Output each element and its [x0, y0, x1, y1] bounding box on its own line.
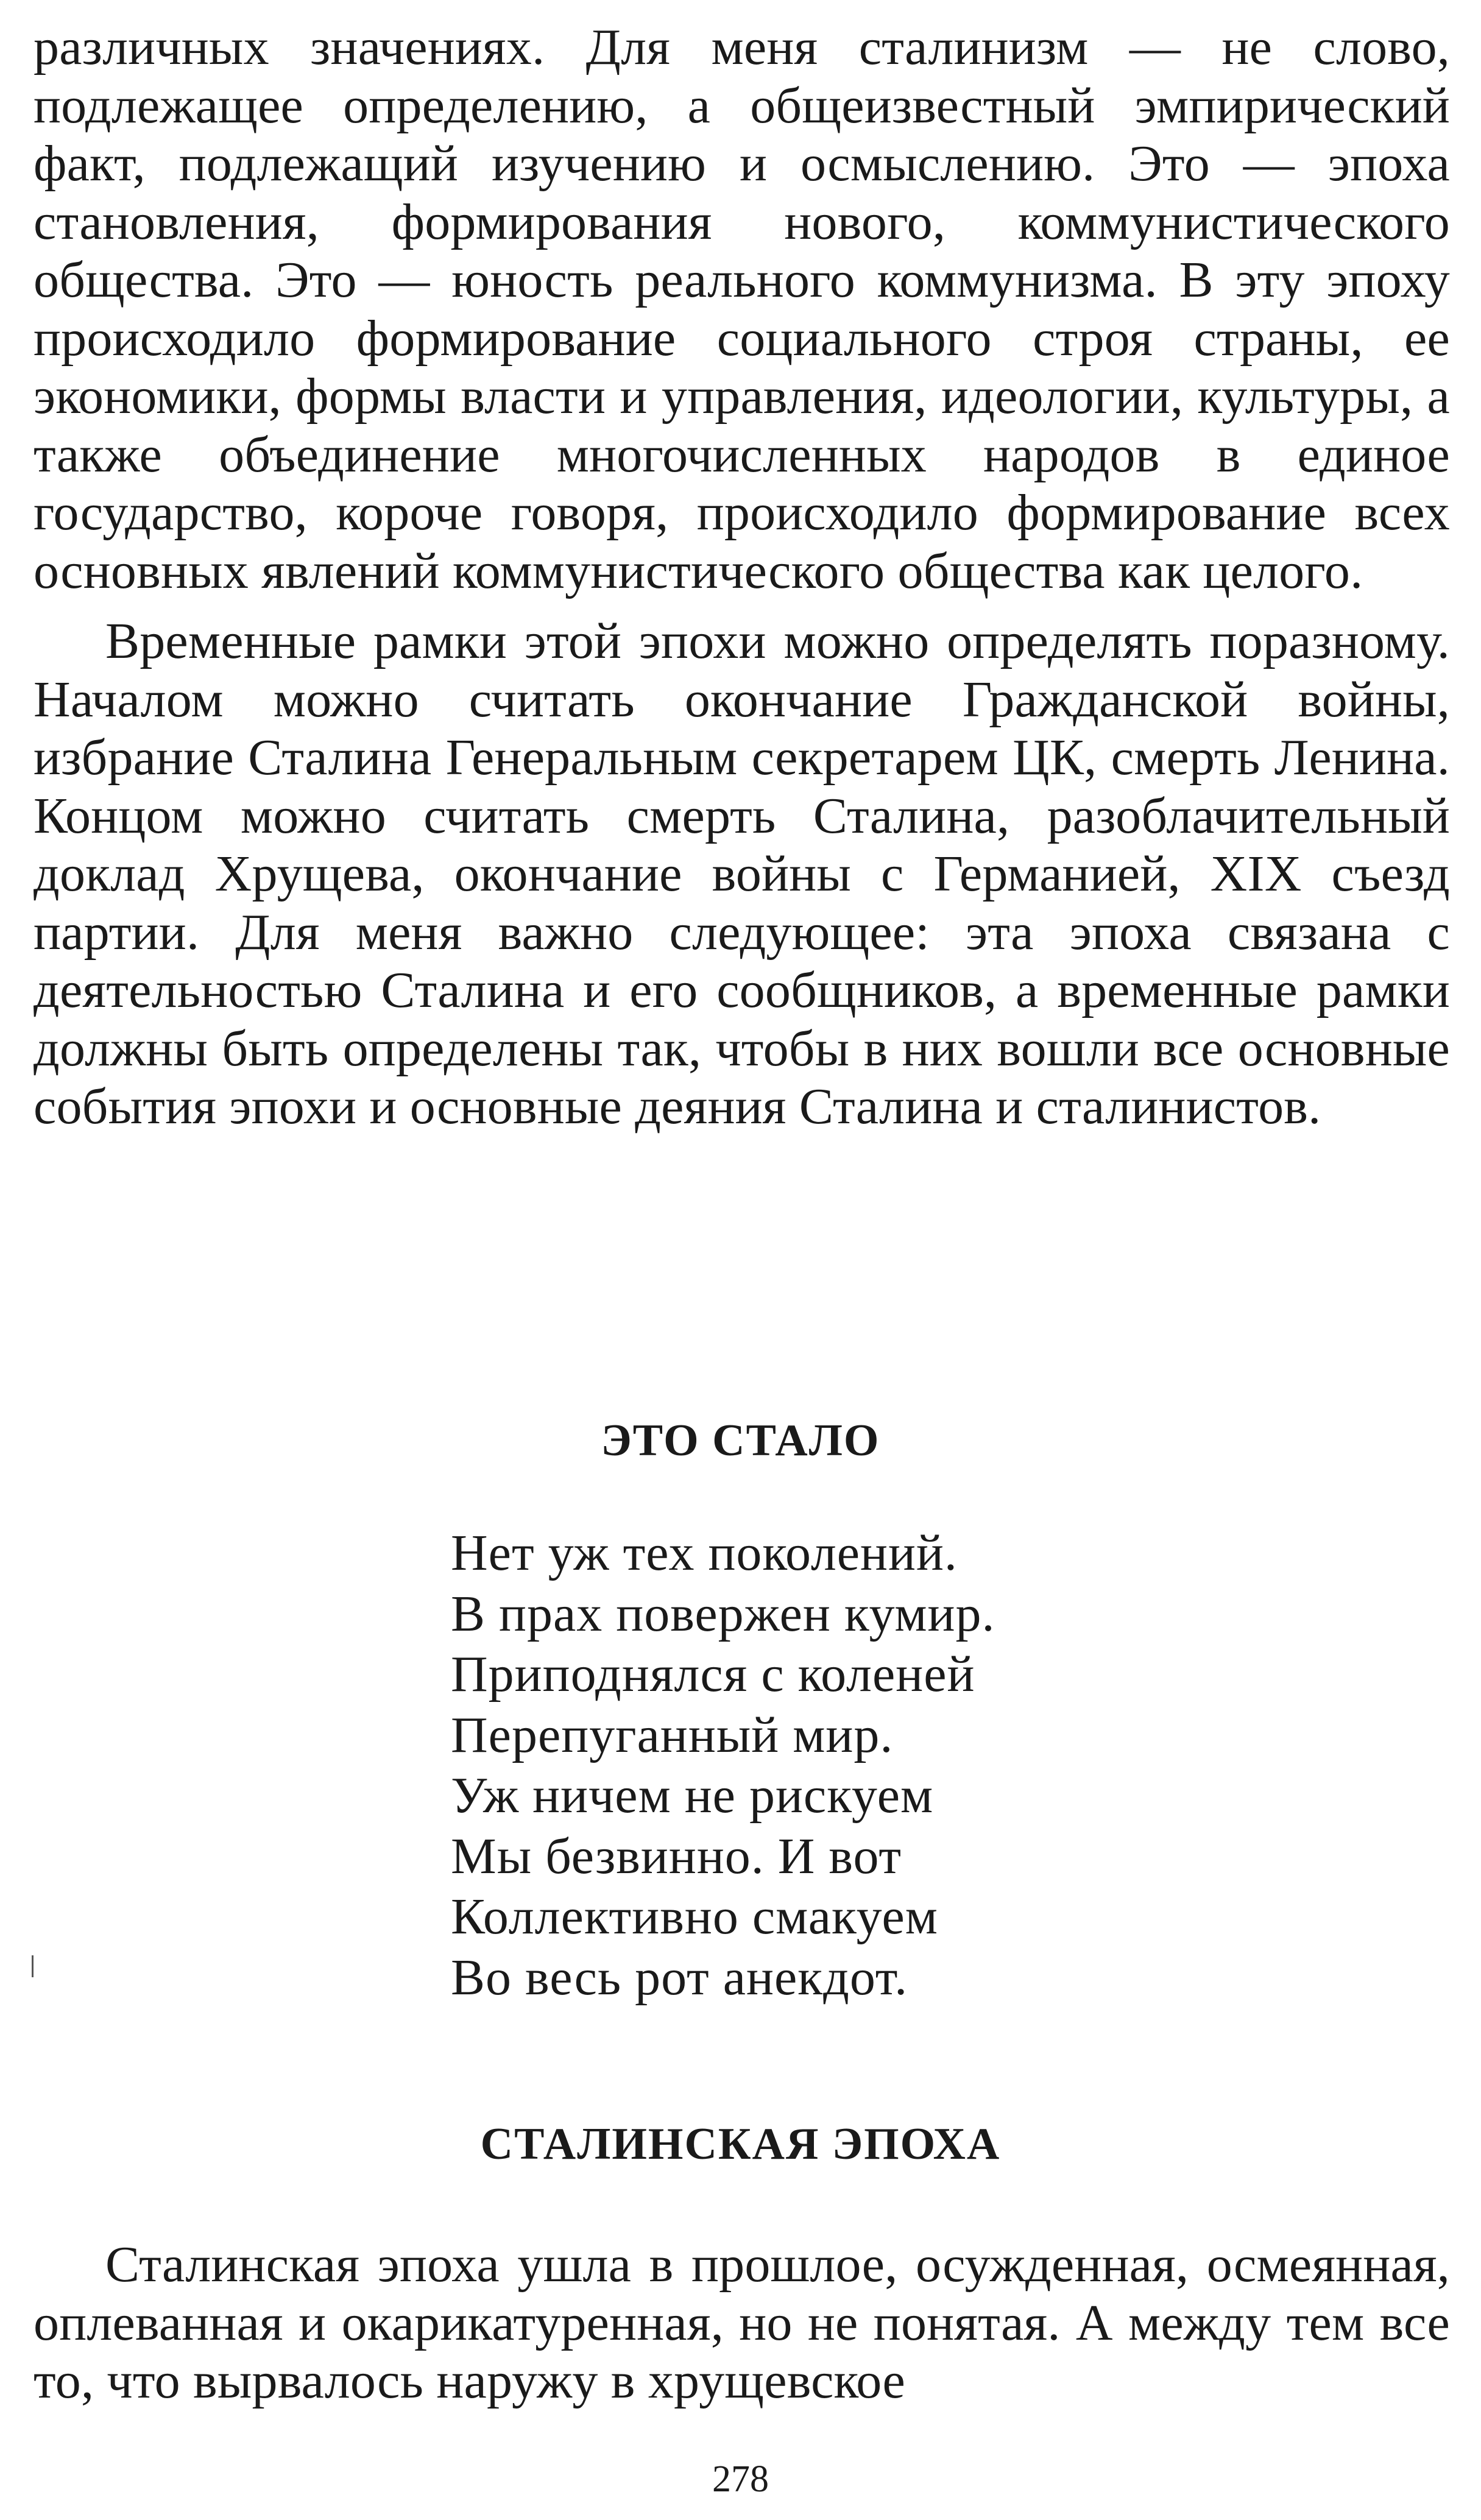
poem-line: Коллективно смакуем	[451, 1888, 938, 1945]
paragraph-time-frame	[34, 612, 1450, 1136]
poem-line: Мы безвинно. И вот	[451, 1827, 902, 1885]
section-title: СТАЛИНСКАЯ ЭПОХА	[480, 2119, 1001, 2169]
paragraph-text: Сталинская эпоха ушла в прошлое, осужденная, осмеянная, оплеванная и окарикатуренная, но не понятая. А между тем все то, что вырвалось наружу в хрущевское	[34, 2236, 1450, 2409]
poem-line: В прах повержен кумир.	[451, 1585, 995, 1642]
poem	[451, 1523, 1365, 2008]
paragraph-stalin-era	[34, 2236, 1450, 2410]
margin-mark	[32, 1955, 34, 1977]
poem-title: ЭТО СТАЛО	[601, 1416, 880, 1466]
paragraph-continued	[34, 18, 1450, 600]
poem-line: Перепуганный мир.	[451, 1706, 894, 1763]
paragraph-text: Временные рамки этой эпохи можно определять поразному. Началом можно считать окончание Гражданской войны, избрание Сталина Генеральным секретарем ЦК, смерть Ленина. Концом можно считать смерть Сталина, разоблачительный доклад Хрущева, окончание войны с Германией, XIX съезд партии. Для меня важно следующее: эта эпоха связана с деятельностью Сталина и его сообщников, а временные рамки должны быть определены так, чтобы в них вошли все основные события эпохи и основные деяния Сталина и сталинистов.	[34, 613, 1450, 1135]
poem-line: Во весь рот анекдот.	[451, 1949, 908, 2006]
poem-line: Нет уж тех поколений.	[451, 1525, 958, 1581]
poem-line: Приподнялся с коленей	[451, 1646, 975, 1703]
page-number: 278	[712, 2458, 769, 2500]
poem-line: Уж ничем не рискуем	[451, 1767, 934, 1824]
paragraph-text: различных значениях. Для меня сталинизм — не слово, подлежащее определению, а общеизвестный эмпирический факт, подлежащий изучению и осмыслению. Это — эпоха становления, формирования нового, коммунистического общества. Это — юность реального коммунизма. В эту эпоху происходило формирование социального строя страны, ее экономики, формы власти и управления, идеологии, культуры, а также объединение многочисленных народов в единое государство, короче говоря, происходило формирование всех основных явлений коммунистического общества как целого.	[34, 19, 1450, 599]
